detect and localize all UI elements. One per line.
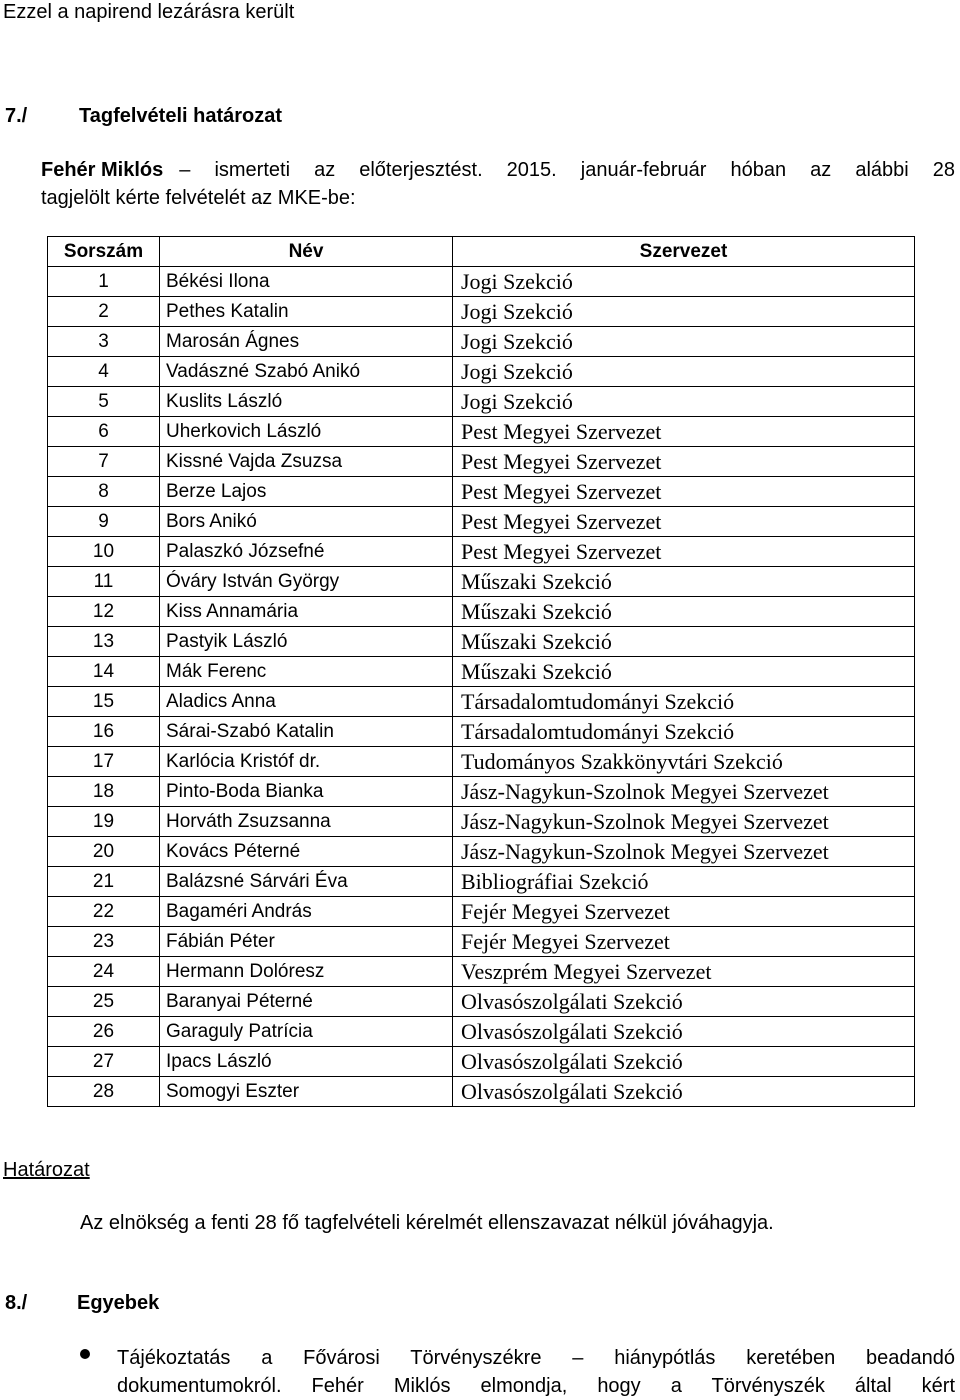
member-name: Kovács Péterné	[160, 837, 453, 867]
member-organization: Tudományos Szakkönyvtári Szekció	[453, 747, 915, 777]
table-row	[48, 957, 915, 987]
member-organization: Fejér Megyei Szervezet	[453, 897, 915, 927]
row-number: 7	[48, 447, 160, 477]
member-name: Kissné Vajda Zsuzsa	[160, 447, 453, 477]
table-row	[48, 687, 915, 717]
intro-line-1	[41, 158, 955, 182]
table-row	[48, 867, 915, 897]
member-name: Bagaméri András	[160, 897, 453, 927]
table-row	[48, 597, 915, 627]
table-row	[48, 297, 915, 327]
member-name: Kiss Annamária	[160, 597, 453, 627]
row-number: 28	[48, 1077, 160, 1107]
table-row	[48, 717, 915, 747]
member-name: Baranyai Péterné	[160, 987, 453, 1017]
row-number: 19	[48, 807, 160, 837]
table-row	[48, 447, 915, 477]
member-organization: Jász-Nagykun-Szolnok Megyei Szervezet	[453, 777, 915, 807]
section-8-title: Egyebek	[77, 1292, 160, 1314]
header-szervezet: Szervezet	[453, 237, 915, 267]
member-organization: Pest Megyei Szervezet	[453, 477, 915, 507]
row-number: 20	[48, 837, 160, 867]
member-name: Palaszkó Józsefné	[160, 537, 453, 567]
table-row	[48, 477, 915, 507]
table-row	[48, 1017, 915, 1047]
row-number: 18	[48, 777, 160, 807]
table-row	[48, 747, 915, 777]
row-number: 15	[48, 687, 160, 717]
member-name: Bors Anikó	[160, 507, 453, 537]
member-organization: Műszaki Szekció	[453, 657, 915, 687]
member-name: Uherkovich László	[160, 417, 453, 447]
member-name: Békési Ilona	[160, 267, 453, 297]
row-number: 13	[48, 627, 160, 657]
member-name: Pethes Katalin	[160, 297, 453, 327]
row-number: 27	[48, 1047, 160, 1077]
member-organization: Pest Megyei Szervezet	[453, 537, 915, 567]
member-name: Óváry István György	[160, 567, 453, 597]
row-number: 22	[48, 897, 160, 927]
member-organization: Jogi Szekció	[453, 267, 915, 297]
member-name: Karlócia Kristóf dr.	[160, 747, 453, 777]
member-organization: Műszaki Szekció	[453, 567, 915, 597]
members-table	[47, 236, 915, 1107]
member-name: Ipacs László	[160, 1047, 453, 1077]
row-number: 9	[48, 507, 160, 537]
member-organization: Pest Megyei Szervezet	[453, 417, 915, 447]
row-number: 6	[48, 417, 160, 447]
table-row	[48, 657, 915, 687]
member-name: Pastyik László	[160, 627, 453, 657]
bullet-item-line-2: dokumentumokról. Fehér Miklós elmondja, hogy a Törvényszék által kért	[117, 1375, 955, 1397]
table-row	[48, 267, 915, 297]
table-row	[48, 327, 915, 357]
table-row	[48, 387, 915, 417]
member-organization: Műszaki Szekció	[453, 597, 915, 627]
table-row	[48, 987, 915, 1017]
member-organization: Pest Megyei Szervezet	[453, 447, 915, 477]
member-organization: Veszprém Megyei Szervezet	[453, 957, 915, 987]
member-name: Horváth Zsuzsanna	[160, 807, 453, 837]
member-name: Somogyi Eszter	[160, 1077, 453, 1107]
member-name: Pinto-Boda Bianka	[160, 777, 453, 807]
table-header-row	[48, 237, 915, 267]
member-name: Marosán Ágnes	[160, 327, 453, 357]
row-number: 24	[48, 957, 160, 987]
row-number: 17	[48, 747, 160, 777]
member-organization: Társadalomtudományi Szekció	[453, 717, 915, 747]
row-number: 2	[48, 297, 160, 327]
row-number: 12	[48, 597, 160, 627]
section-7-number: 7./	[5, 105, 28, 127]
member-organization: Pest Megyei Szervezet	[453, 507, 915, 537]
table-row	[48, 1077, 915, 1107]
row-number: 5	[48, 387, 160, 417]
section-7-title: Tagfelvételi határozat	[79, 105, 283, 127]
member-organization: Fejér Megyei Szervezet	[453, 927, 915, 957]
header-nev: Név	[160, 237, 453, 267]
row-number: 10	[48, 537, 160, 567]
member-organization: Olvasószolgálati Szekció	[453, 987, 915, 1017]
table-row	[48, 417, 915, 447]
table-row	[48, 927, 915, 957]
table-row	[48, 897, 915, 927]
member-organization: Olvasószolgálati Szekció	[453, 1047, 915, 1077]
table-row	[48, 537, 915, 567]
header-note: Ezzel a napirend lezárásra került	[3, 1, 295, 23]
member-organization: Jogi Szekció	[453, 297, 915, 327]
decision-heading: Határozat	[3, 1159, 90, 1181]
row-number: 21	[48, 867, 160, 897]
row-number: 4	[48, 357, 160, 387]
table-row	[48, 357, 915, 387]
row-number: 1	[48, 267, 160, 297]
member-name: Vadászné Szabó Anikó	[160, 357, 453, 387]
member-organization: Jász-Nagykun-Szolnok Megyei Szervezet	[453, 837, 915, 867]
row-number: 26	[48, 1017, 160, 1047]
row-number: 14	[48, 657, 160, 687]
table-row	[48, 807, 915, 837]
table-row	[48, 837, 915, 867]
member-name: Garaguly Patrícia	[160, 1017, 453, 1047]
member-organization: Jogi Szekció	[453, 387, 915, 417]
table-row	[48, 1047, 915, 1077]
row-number: 16	[48, 717, 160, 747]
row-number: 11	[48, 567, 160, 597]
table-row	[48, 627, 915, 657]
bullet-icon	[80, 1349, 90, 1359]
row-number: 25	[48, 987, 160, 1017]
member-name: Sárai-Szabó Katalin	[160, 717, 453, 747]
table-row	[48, 777, 915, 807]
intro-line-1-text: – ismerteti az előterjesztést. 2015. január-február hóban az alábbi 28	[179, 159, 955, 181]
row-number: 23	[48, 927, 160, 957]
member-organization: Jogi Szekció	[453, 327, 915, 357]
member-organization: Műszaki Szekció	[453, 627, 915, 657]
table-row	[48, 567, 915, 597]
member-organization: Olvasószolgálati Szekció	[453, 1017, 915, 1047]
row-number: 8	[48, 477, 160, 507]
section-8-number: 8./	[5, 1292, 28, 1314]
member-name: Balázsné Sárvári Éva	[160, 867, 453, 897]
member-organization: Olvasószolgálati Szekció	[453, 1077, 915, 1107]
member-organization: Jogi Szekció	[453, 357, 915, 387]
decision-text: Az elnökség a fenti 28 fő tagfelvételi kérelmét ellenszavazat nélkül jóváhagyja.	[80, 1212, 774, 1234]
member-name: Aladics Anna	[160, 687, 453, 717]
table-row	[48, 507, 915, 537]
member-name: Hermann Dolóresz	[160, 957, 453, 987]
intro-line-2: tagjelölt kérte felvételét az MKE-be:	[41, 187, 356, 209]
member-organization: Bibliográfiai Szekció	[453, 867, 915, 897]
header-sorszam: Sorszám	[48, 237, 160, 267]
member-organization: Társadalomtudományi Szekció	[453, 687, 915, 717]
member-name: Fábián Péter	[160, 927, 453, 957]
row-number: 3	[48, 327, 160, 357]
bullet-item-line-1: Tájékoztatás a Fővárosi Törvényszékre – hiánypótlás keretében beadandó	[117, 1347, 955, 1369]
member-organization: Jász-Nagykun-Szolnok Megyei Szervezet	[453, 807, 915, 837]
member-name: Kuslits László	[160, 387, 453, 417]
member-name: Mák Ferenc	[160, 657, 453, 687]
speaker-name: Fehér Miklós	[41, 159, 164, 181]
member-name: Berze Lajos	[160, 477, 453, 507]
